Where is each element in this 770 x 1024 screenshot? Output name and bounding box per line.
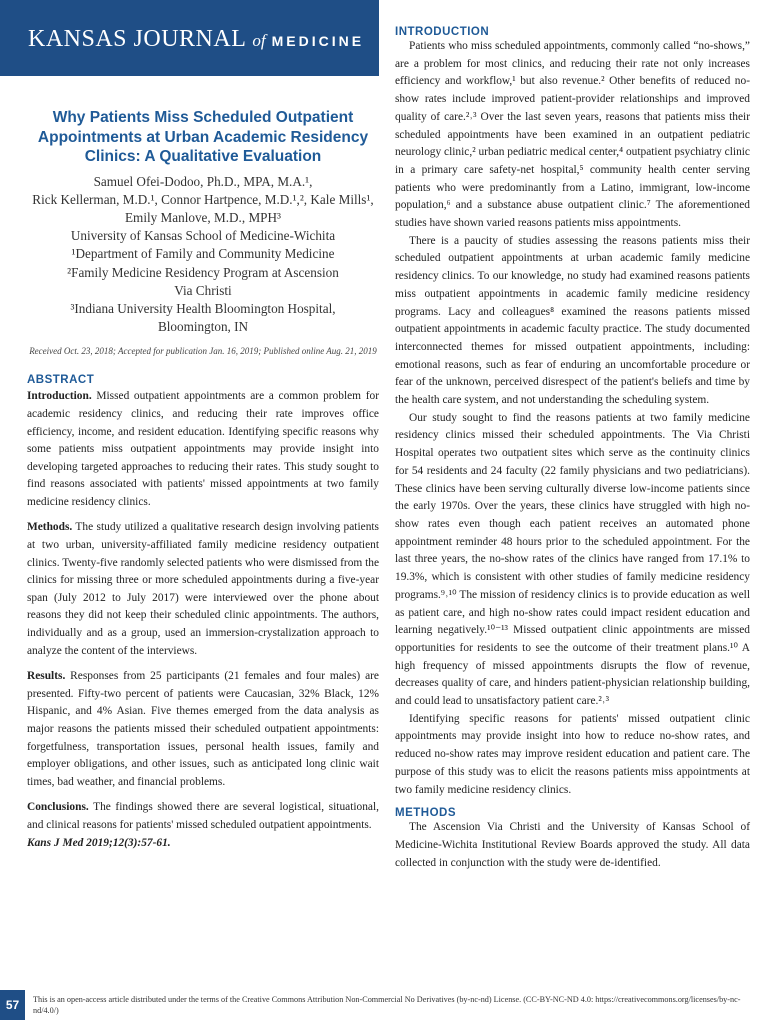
introduction-heading: INTRODUCTION <box>395 26 490 38</box>
journal-name <box>28 26 364 53</box>
affiliation-2-cont: Via Christi <box>174 282 232 298</box>
authors-line: Rick Kellerman, M.D.¹, Connor Hartpence, M.D.¹,², Kale Mills¹, <box>32 191 374 207</box>
abstract-methods <box>27 519 379 660</box>
introduction-paragraph: Identifying specific reasons for patients' missed outpatient clinic appointments may provide insight into how to reduce no-show rates, and reduced no-show rates may improve resident education and patient care. The purpose of this study was to elicit the reasons patients miss appointments at two family medicine residency clinics. <box>395 712 750 796</box>
methods-paragraph: The Ascension Via Christi and the University of Kansas School of Medicine-Wichita Institutional Review Boards approved the study. All data collected in conjunction with the study were de-identified. <box>395 821 750 869</box>
citation: Kans J Med 2019;12(3):57-61. <box>27 836 171 849</box>
affiliation-3-cont: Bloomington, IN <box>157 319 249 335</box>
affiliation-2: ²Family Medicine Residency Program at Ascension <box>67 264 339 280</box>
text-conclusions: The findings showed there are several logistical, situational, and clinical reasons for patients' missed scheduled outpatient appointments. <box>27 801 379 831</box>
authors-line: Samuel Ofei-Dodoo, Ph.D., MPA, M.A.¹, <box>93 173 313 189</box>
label-conclusions: Conclusions. <box>27 801 89 814</box>
journal-name-part2: of <box>252 31 266 50</box>
affiliation-main: University of Kansas School of Medicine-Wichita <box>70 228 336 244</box>
label-methods: Methods. <box>27 521 73 534</box>
abstract-introduction <box>27 388 379 511</box>
label-results: Results. <box>27 670 66 683</box>
introduction-paragraph: Our study sought to find the reasons patients at two family medicine residency clinics missed their scheduled appointments. The Via Christi Hospital operates two outpatient sites which serve as the continuity clinics for 54 residents and 24 faculty (22 family physicians and two pediatricians). These clinics have been serving culturally diverse low-income patients since the early 1970s. Over the years, these clinics have struggled with high no-show rates even though each patient receives an automated phone appointment reminder 48 hours prior to the scheduled appointment. For the last three years, the no-show rates of the clinics have ranged from 17.1% to 19.3%, which is consistent with other studies of family medicine residency programs.⁹˒¹⁰ The mission of residency clinics is to provide education as well as patient care, and high no-show rates could impact resident education and learning negatively.¹⁰⁻¹³ Missed outpatient clinic appointments are missed opportunities for residents to see the outcome of their treatment plans.¹⁰ A high frequency of missed appointments disrupts the flow of revenue, decreases quality of care, and hinders patient-physician relationship building, and could lead to unsatisfactory patient care.²˒³ <box>395 411 750 708</box>
label-introduction: Introduction. <box>27 390 92 403</box>
introduction-paragraph: There is a paucity of studies assessing the reasons patients miss their scheduled outpatient appointments at urban academic family medicine residency clinics. To our knowledge, no study had examined reasons patients miss outpatient appointments in academic family medicine residency programs. Lacy and colleagues⁸ examined the reasons patients missed outpatient appointments in academic faculty practice. The study documented interconnected themes for missed outpatient appointments, including: emotional reasons, such as fear of enduring an uncomfortable procedure or fear of the unknown, perceived disrespect of the patient's beliefs and time by the health care system, and not understanding the scheduling system. <box>395 234 750 407</box>
text-methods: The study utilized a qualitative research design involving patients at two urban, university-affiliated family medicine residency outpatient clinics. Twenty-five randomly selected patients who were dismissed from the clinics for missing three or more scheduled appointments during a five-year span (July 2012 to July 2017) were interviewed over the phone about reasons they did not keep their scheduled clinic appointments. The authors, individually and as a group, used an immersion-crystalization approach to analyze the content of the interviews. <box>27 521 380 657</box>
abstract <box>27 374 379 848</box>
page-footer <box>0 990 770 1024</box>
page-number: 57 <box>0 990 25 1020</box>
affiliation-1: ¹Department of Family and Community Medicine <box>71 246 335 262</box>
article-title: Why Patients Miss Scheduled Outpatient Appointments at Urban Academic Residency Clinics: A Qualitative Evaluation <box>37 109 369 165</box>
abstract-results <box>27 668 379 791</box>
right-column <box>395 26 750 872</box>
methods-heading: METHODS <box>395 807 456 820</box>
text-introduction: Missed outpatient appointments are a common problem for academic residency clinics, and reducing their rate improves office efficiency, income, and resident education. Identifying specific reasons why some patients miss outpatient appointments may provide insight into developing targeted approaches to reducing their rates. This study sought to find reasons associated with patients' missed appointments at two family medicine residency clinics. <box>27 390 379 508</box>
license-text: This is an open-access article distributed under the terms of the Creative Commons Attribution Non-Commercial No Derivatives (by-nc-nd) License. (CC-BY-NC-ND 4.0: https://creativecommons.org/licenses/by-nc-nd/4.0/) <box>33 995 741 1015</box>
left-column <box>27 108 379 849</box>
authors-line: Emily Manlove, M.D., MPH³ <box>125 209 281 225</box>
journal-banner <box>0 0 379 76</box>
abstract-conclusions <box>27 799 379 834</box>
journal-name-part1: KANSAS JOURNAL <box>28 26 247 52</box>
journal-name-part3: MEDICINE <box>271 33 365 49</box>
text-results: Responses from 25 participants (21 females and four males) are presented. Fifty-two percent of patients were Caucasian, 32% Black, 12% Hispanic, and 4% Asian. Five themes emerged from the data analysis as major reasons the patients missed their scheduled outpatient appointments: forgetfulness, transportation issues, personal health issues, family and employer obligations, and other issues, such as anticipated long clinic wait times, bad weather, and financial problems. <box>27 670 379 788</box>
introduction-paragraph: Patients who miss scheduled appointments, commonly called “no-shows,” are a problem for most clinics, and reducing their rate not only increases efficiency and workflow,¹ but also revenue.² Other benefits of reduced no-show rates include improved patient-provider relationships and improved quality of care.²˒³ Over the last seven years, reasons that patients miss their scheduled appointments have been examined in an outpatient pediatric neurology clinic,² urban pediatric medical center,⁴ outpatient psychiatry clinic in a primary care safety-net hospital,⁵ community health center serving patients who were predominantly from a Latino, immigrant, low-income population,⁶ and a substance abuse outpatient clinic.⁷ The aforementioned studies have shown varied reasons patients miss appointments. <box>395 40 750 230</box>
abstract-heading: ABSTRACT <box>27 374 95 387</box>
affiliation-3: ³Indiana University Health Bloomington Hospital, <box>70 300 336 316</box>
publication-dates: Received Oct. 23, 2018; Accepted for publication Jan. 16, 2019; Published online Aug. 21, 2019 <box>29 346 377 357</box>
author-block <box>27 173 379 337</box>
